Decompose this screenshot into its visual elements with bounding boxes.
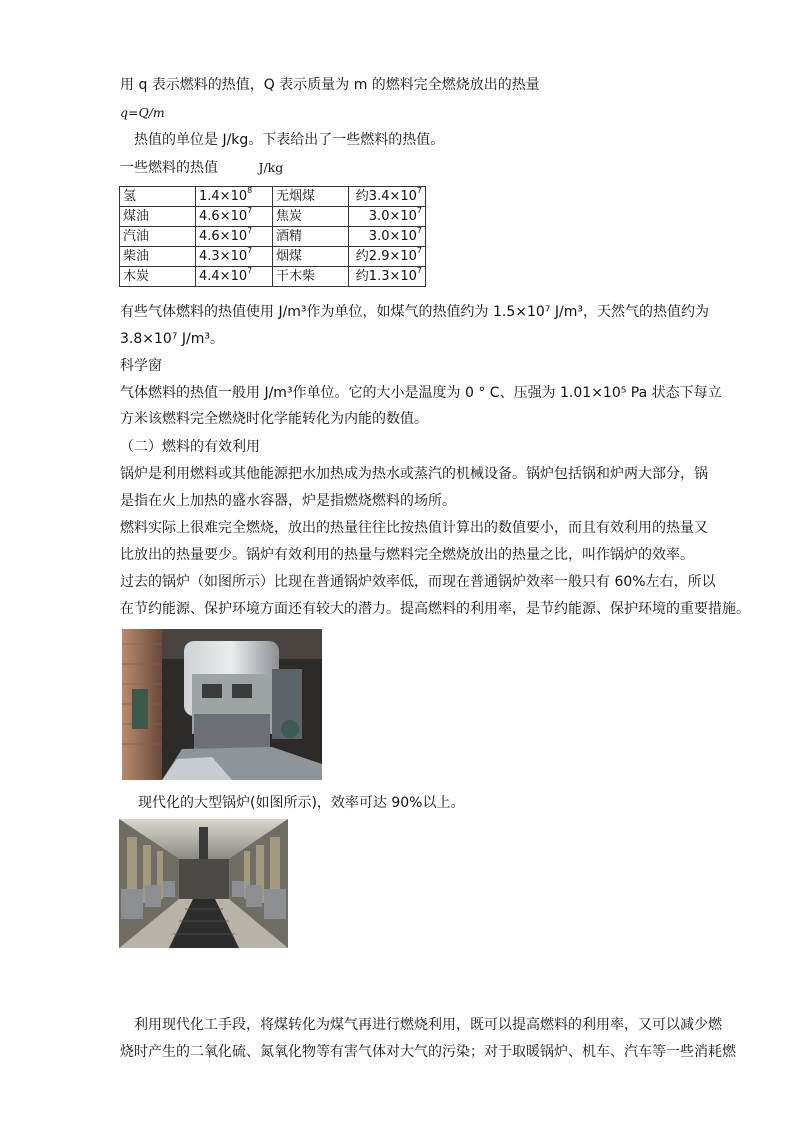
science-window-heading: 科学窗 — [120, 358, 162, 374]
cell-text: 4.4×10 — [199, 268, 248, 284]
efficiency-paragraph-line-1: 燃料实际上很难完全燃烧，放出的热量往往比按热值计算出的数值要小，而且有效利用的热量又 — [120, 520, 708, 536]
fuel-value-cell — [349, 247, 426, 267]
fuel-table-row — [120, 247, 426, 267]
gas-fuel-paragraph-line-1: 有些气体燃料的热值使用 J/m³作为单位，如煤气的热值约为 1.5×10⁷ J/m³，天然气的热值约为 — [120, 304, 709, 320]
science-window-line-2: 方米该燃料完全燃烧时化学能转化为内能的数值。 — [120, 411, 428, 427]
fuel-value-cell — [196, 267, 273, 287]
cell-text: 1.4×10 — [199, 188, 248, 204]
exponent: 7 — [416, 186, 422, 196]
cell-text: 4.3×10 — [199, 248, 248, 264]
fuel-value-cell — [349, 187, 426, 207]
modern-boiler-caption: 现代化的大型锅炉(如图所示)，效率可达 90%以上。 — [138, 795, 465, 811]
table-caption — [120, 159, 710, 177]
fuel-name-cell — [273, 227, 349, 247]
fuel-table-row — [120, 187, 426, 207]
exponent: 7 — [247, 266, 253, 276]
cell-text: 3.0×10 — [368, 208, 417, 224]
fuel-table-row — [120, 207, 426, 227]
exponent: 7 — [247, 206, 253, 216]
cell-text: 烟煤 — [276, 248, 303, 264]
fuel-value-cell — [349, 227, 426, 247]
table-caption-unit: J/kg — [258, 160, 284, 175]
exponent: 7 — [416, 226, 422, 236]
fuel-name-cell — [120, 247, 196, 267]
fuel-name-cell — [273, 187, 349, 207]
fuel-value-cell — [196, 207, 273, 227]
exponent: 7 — [416, 266, 422, 276]
cell-text: 酒精 — [276, 228, 303, 244]
fuel-name-cell — [273, 247, 349, 267]
exponent: 8 — [247, 186, 253, 196]
boiler-paragraph-line-1: 锅炉是利用燃料或其他能源把水加热成为热水或蒸汽的机械设备。锅炉包括锅和炉两大部分，锅 — [120, 466, 708, 482]
exponent: 7 — [416, 246, 422, 256]
old-boiler-paragraph-line-1: 过去的锅炉（如图所示）比现在普通锅炉效率低，而现在普通锅炉效率一般只有 60%左右，所以 — [120, 574, 716, 590]
cell-text: 4.6×10 — [199, 208, 248, 224]
modern-boiler-image — [119, 819, 288, 948]
old-boiler-photo — [122, 629, 322, 780]
chemical-paragraph-line-2: 烧时产生的二氧化硫、氮氧化物等有害气体对大气的污染；对于取暖锅炉、机车、汽车等一些消耗燃 — [120, 1044, 736, 1060]
heat-value-formula: q=Q/m — [120, 105, 165, 120]
exponent: 7 — [247, 246, 253, 256]
fuel-name-cell — [273, 207, 349, 227]
cell-text: 约3.4×10 — [355, 188, 417, 204]
exponent: 7 — [416, 206, 422, 216]
fuel-value-cell — [349, 207, 426, 227]
cell-text: 4.6×10 — [199, 228, 248, 244]
fuel-table-row — [120, 267, 426, 287]
cell-text: 柴油 — [123, 248, 150, 264]
gas-fuel-paragraph-line-2: 3.8×10⁷ J/m³。 — [120, 331, 224, 347]
fuel-table-row — [120, 227, 426, 247]
cell-text: 氢 — [123, 188, 137, 204]
chemical-paragraph-line-1: 利用现代化工手段，将煤转化为煤气再进行燃烧利用，既可以提高燃料的利用率，又可以减少燃 — [134, 1017, 722, 1033]
cell-text: 木炭 — [123, 268, 150, 284]
fuel-name-cell — [120, 187, 196, 207]
fuel-name-cell — [120, 227, 196, 247]
modern-boiler-photo — [119, 819, 288, 948]
old-boiler-paragraph-line-2: 在节约能源、保护环境方面还有较大的潜力。提高燃料的利用率，是节约能源、保护环境的重要措施。 — [120, 601, 750, 617]
cell-text: 汽油 — [123, 228, 150, 244]
fuel-name-cell — [273, 267, 349, 287]
cell-text: 煤油 — [123, 208, 150, 224]
old-boiler-image — [122, 629, 322, 780]
fuel-name-cell — [120, 207, 196, 227]
boiler-paragraph-line-2: 是指在火上加热的盛水容器，炉是指燃烧燃料的场所。 — [120, 493, 456, 509]
fuel-value-cell — [349, 267, 426, 287]
fuel-value-cell — [196, 227, 273, 247]
cell-text: 3.0×10 — [368, 228, 417, 244]
fuel-value-cell — [196, 247, 273, 267]
efficiency-paragraph-line-2: 比放出的热量要少。锅炉有效利用的热量与燃料完全燃烧放出的热量之比，叫作锅炉的效率。 — [120, 547, 694, 563]
cell-text: 约2.9×10 — [355, 248, 417, 264]
cell-text: 干木柴 — [276, 268, 316, 284]
exponent: 7 — [247, 226, 253, 236]
science-window-line-1: 气体燃料的热值一般用 J/m³作单位。它的大小是温度为 0 ° C、压强为 1.01×10⁵ Pa 状态下每立 — [120, 385, 722, 401]
unit-intro: 热值的单位是 J/kg。下表给出了一些燃料的热值。 — [134, 132, 445, 148]
cell-text: 焦炭 — [276, 208, 303, 224]
section-heading: （二）燃料的有效利用 — [120, 439, 260, 455]
table-caption-title: 一些燃料的热值 — [120, 160, 218, 176]
cell-text: 无烟煤 — [276, 188, 316, 204]
fuel-value-cell — [196, 187, 273, 207]
fuel-heat-value-table — [119, 186, 426, 287]
fuel-name-cell — [120, 267, 196, 287]
cell-text: 约1.3×10 — [355, 268, 417, 284]
heat-value-definition: 用 q 表示燃料的热值，Q 表示质量为 m 的燃料完全燃烧放出的热量 — [120, 77, 540, 93]
